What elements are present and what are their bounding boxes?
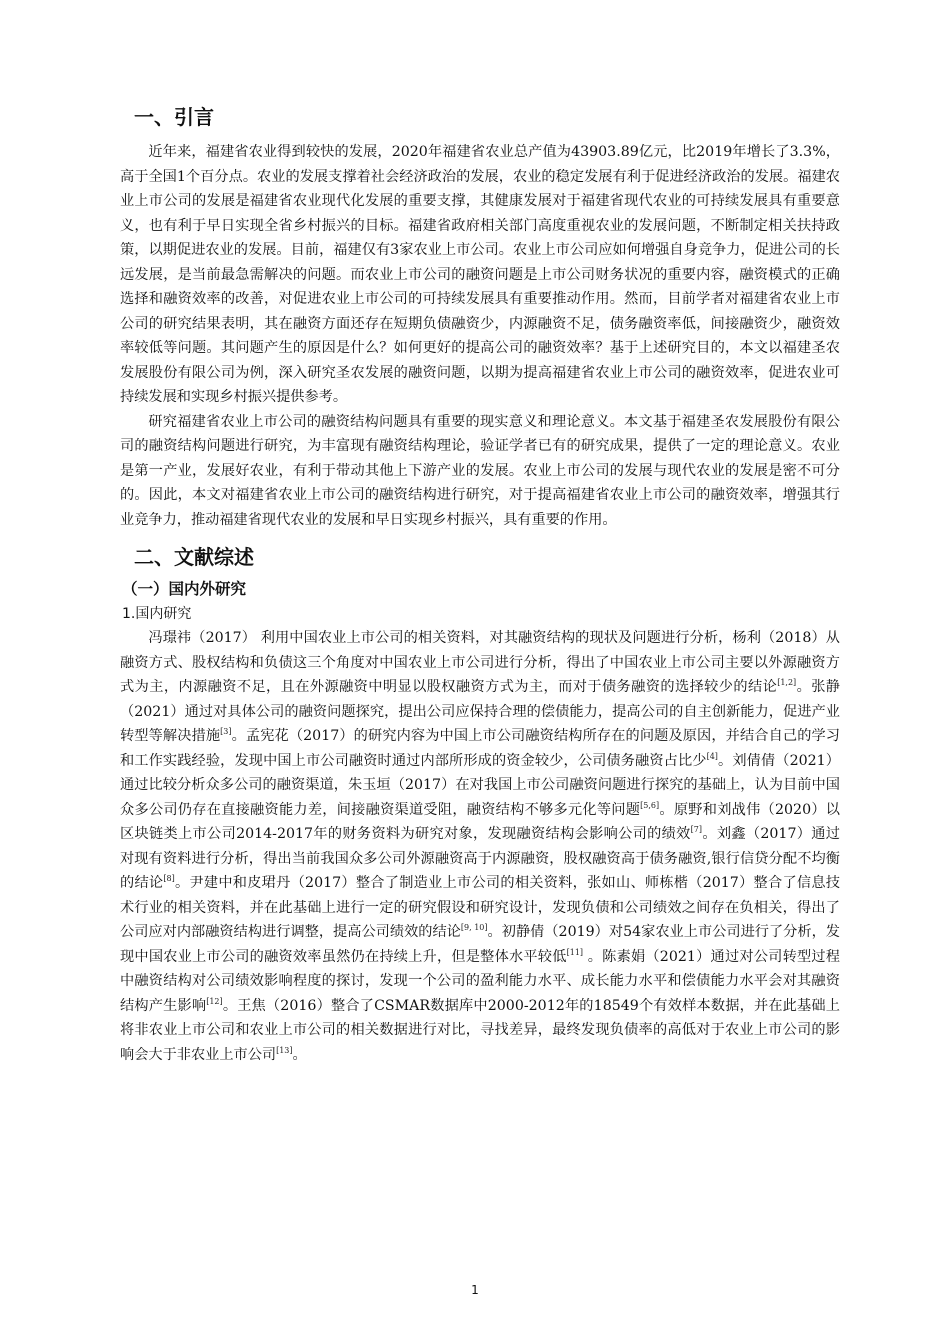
citation-marker: [8] [163, 874, 175, 883]
paragraph-text-segment: 。刘倩倩（2021）通过比较分析众多公司的融资渠道，朱玉垣（2017）在对我国上市公司融资问题进行探究的基础上，认为目前中国众多公司仍存在直接融资能力差，间接融资渠道受阻，融资结构不够多元化等问题 [120, 752, 840, 818]
citation-marker: [5,6] [640, 800, 660, 810]
citation-marker: [12] [206, 996, 223, 1006]
citation-marker: [4] [706, 751, 718, 761]
subsection-heading: （一）国内外研究 [122, 580, 247, 598]
citation-marker: [1,2] [777, 678, 797, 687]
page-number: 1 [471, 1283, 479, 1297]
paragraph-text-segment: 。尹建中和皮珺丹（2017）整合了制造业上市公司的相关资料，张如山、师栋楷（2017）整合了信息技术行业的相关资料，并在此基础上进行一定的研究假设和研究设计，发现负债和公司绩效之间存在负相关，得出了公司应对内部融资结构进行调整，提高公司绩效的结论 [120, 875, 840, 940]
citation-marker: [11] [566, 947, 584, 957]
paragraph-text-segment: 冯璟祎（2017） 利用中国农业上市公司的相关资料，对其融资结构的现状及问题进行分析，杨利（2018）从融资方式、股权结构和负债这三个角度对中国农业上市公司进行分析，得出了中国农业上市公司主要以外源融资方式为主，内源融资不足，且在外源融资中明显以股权融资方式为主，而对于债务融资的选择较少的结论 [120, 630, 840, 695]
subsubsection-heading: 1.国内研究 [122, 606, 192, 622]
intro-paragraph-2: 研究福建省农业上市公司的融资结构问题具有重要的现实意义和理论意义。本文基于福建圣农发展股份有限公司的融资结构问题进行研究，为丰富现有融资结构理论，验证学者已有的研究成果，提供了一定的理论意义。农业是第一产业，发展好农业，有利于带动其他上下游产业的发展。农业上市公司的发展与现代农业的发展是密不可分的。因此，本文对福建省农业上市公司的融资结构进行研究，对于提高福建省农业上市公司的融资效率，增强其行业竞争力，推动福建省现代农业的发展和早日实现乡村振兴，具有重要的作用。 [120, 413, 840, 528]
citation-marker: [3] [220, 727, 232, 736]
paragraph-text-segment: 。 [292, 1046, 307, 1063]
literature-paragraph [120, 626, 840, 1067]
section-heading-literature-review: 二、文献综述 [134, 545, 254, 569]
paragraph-text-segment: 。原野和刘战伟（2020）以区块链类上市公司2014-2017年的财务资料为研究对象，发现融资结构会影响公司的绩效 [120, 801, 840, 842]
citation-marker: [13] [276, 1045, 293, 1055]
citation-marker: [7] [690, 825, 702, 834]
paragraph-text-segment: 。张静（2021）通过对具体公司的融资问题探究，提出公司应保持合理的偿债能力，提高公司的自主创新能力，促进产业转型等解决措施 [120, 679, 840, 744]
section-heading-introduction: 一、引言 [134, 105, 214, 129]
paragraph-text-segment: 。孟宪花（2017）的研究内容为中国上市公司融资结构所存在的问题及原因，并结合自己的学习和工作实践经验，发现中国上市公司融资时通过内部所形成的资金较少，公司债务融资占比少 [120, 728, 840, 769]
page-content [120, 100, 840, 1067]
paragraph-text-segment: 。刘鑫（2017）通过对现有资料进行分析，得出当前我国众多公司外源融资高于内源融资，股权融资高于债务融资,银行信贷分配不均衡的结论 [120, 826, 840, 891]
paragraph-text-segment: 。初静倩（2019）对54家农业上市公司进行了分析，发现中国农业上市公司的融资效率虽然仍在持续上升，但是整体水平较低 [120, 924, 840, 965]
paragraph-text-segment: 。陈素娟（2021）通过对公司转型过程中融资结构对公司绩效影响程度的探讨，发现一个公司的盈利能力水平、成长能力水平和偿债能力水平会对其融资结构产生影响 [120, 948, 840, 1014]
paragraph-text-segment: 。王焦（2016）整合了CSMAR数据库中2000-2012年的18549个有效样本数据，并在此基础上将非农业上市公司和农业上市公司的相关数据进行对比，寻找差异，最终发现负债率的高低对于农业上市公司的影响会大于非农业上市公司 [120, 997, 840, 1063]
intro-paragraph-1: 近年来，福建省农业得到较快的发展，2020年福建省农业总产值为43903.89亿元，比2019年增长了3.3%，高于全国1个百分点。农业的发展支撑着社会经济政治的发展，农业的稳定发展有利于促进经济政治的发展。福建农业上市公司的发展是福建省农业现代化发展的重要支撑，其健康发展对于福建省现代农业的可持续发展具有重要意义，也有利于早日实现全省乡村振兴的目标。福建省政府相关部门高度重视农业的发展问题，不断制定相关扶持政策，以期促进农业的发展。目前，福建仅有3家农业上市公司。农业上市公司应如何增强自身竞争力，促进公司的长远发展，是当前最急需解决的问题。而农业上市公司的融资问题是上市公司财务状况的重要内容，融资模式的正确选择和融资效率的改善，对促进农业上市公司的可持续发展具有重要推动作用。然而，目前学者对福建省农业上市公司的研究结果表明，其在融资方面还存在短期负债融资少，内源融资不足，债务融资率低，间接融资少，融资效率较低等问题。其问题产生的原因是什么？如何更好的提高公司的融资效率？基于上述研究目的，本文以福建圣农发展股份有限公司为例，深入研究圣农发展的融资问题，以期为提高福建省农业上市公司的融资效率，促进农业可持续发展和实现乡村振兴提供参考。 [120, 144, 840, 405]
citation-marker: [9, 10] [460, 923, 488, 932]
